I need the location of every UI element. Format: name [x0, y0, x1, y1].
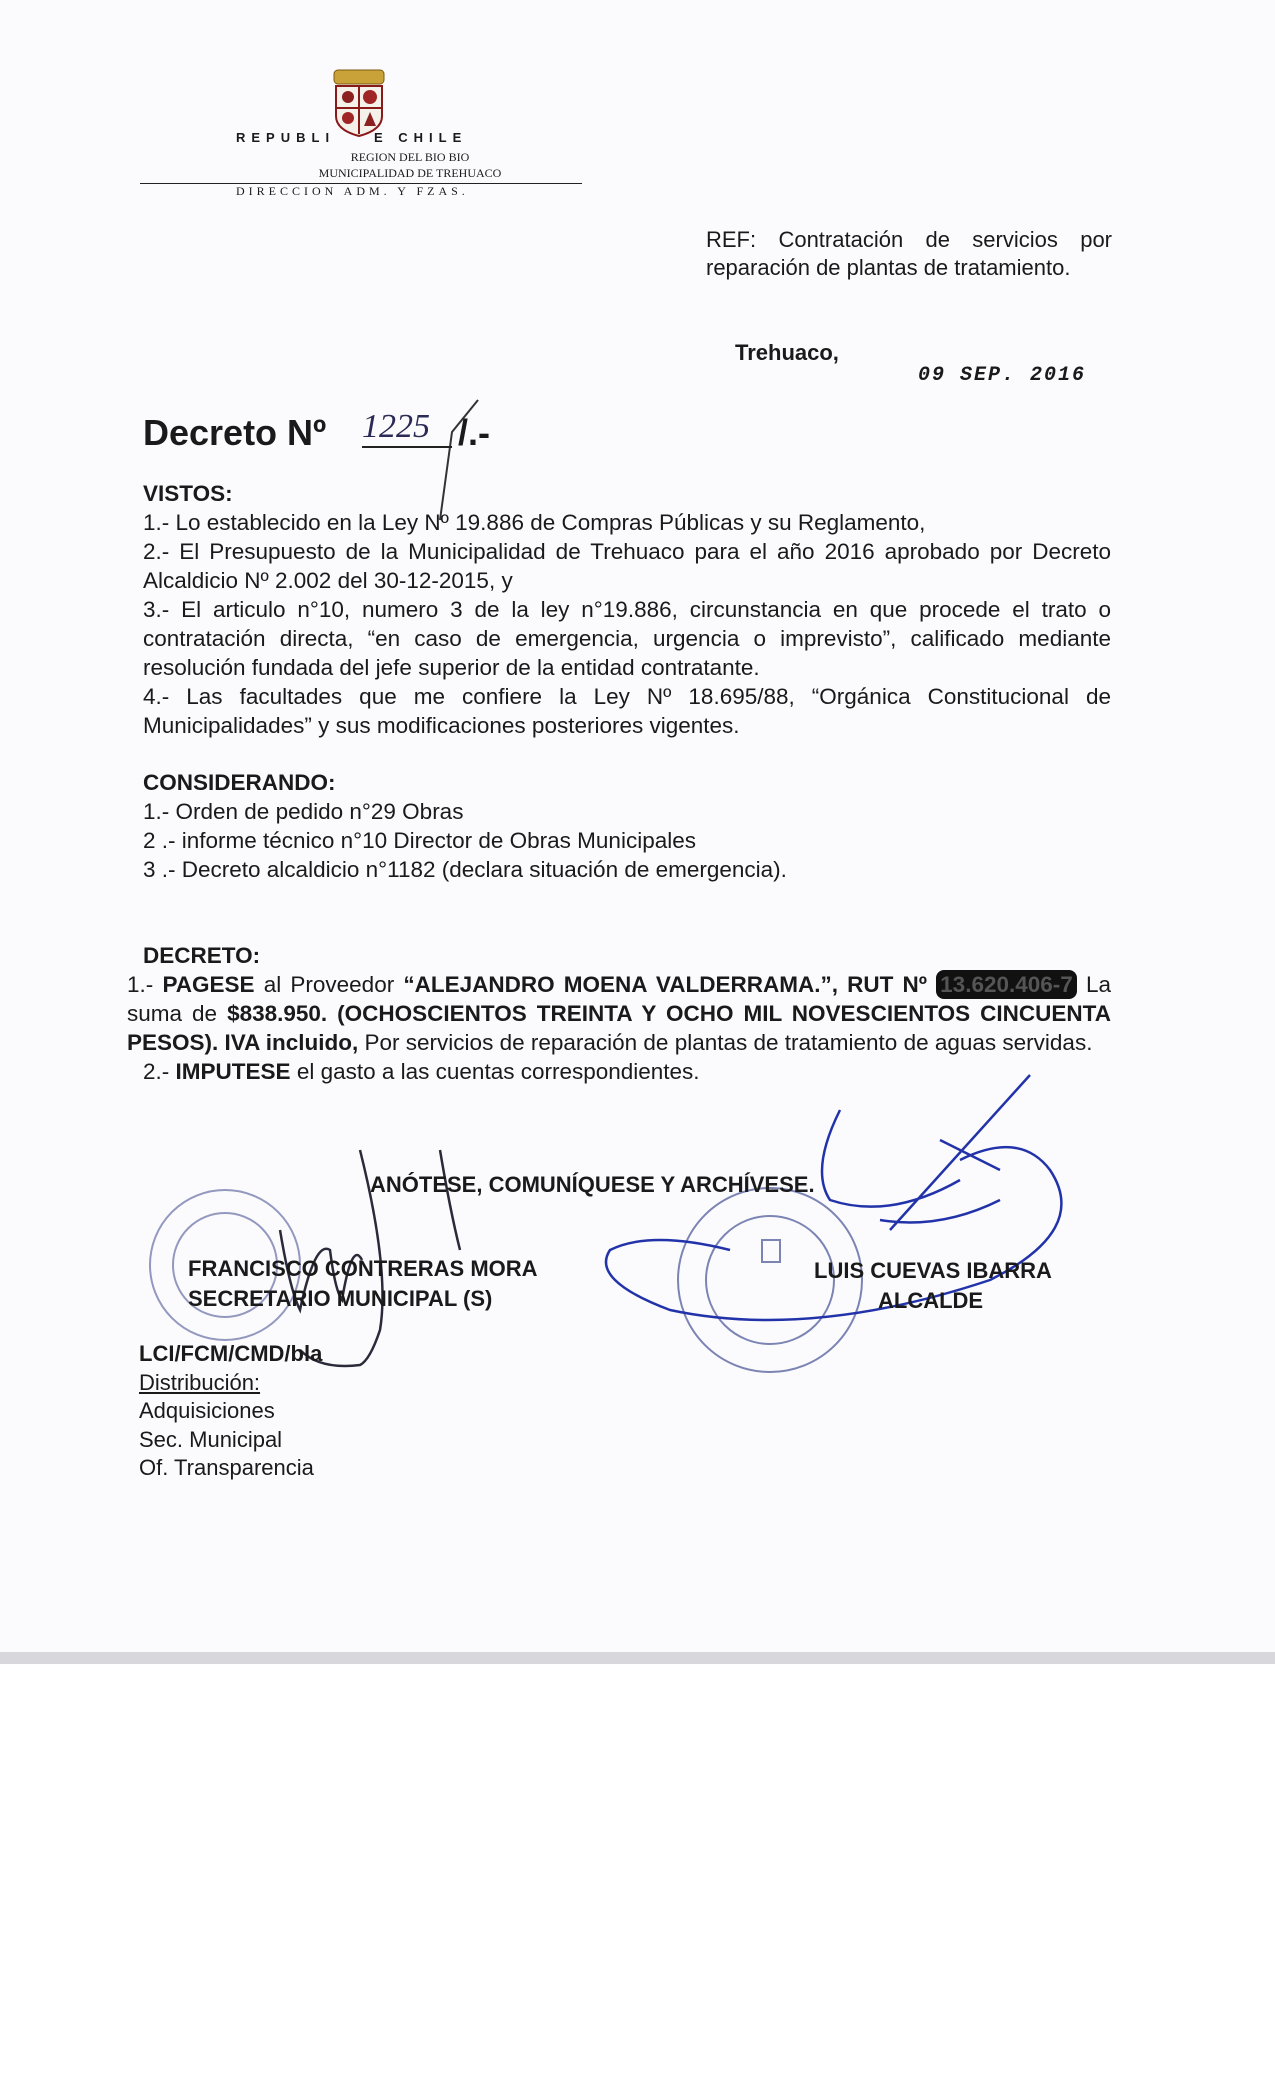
distribution-item: Sec. Municipal	[139, 1426, 283, 1452]
distribution-label: Distribución:	[139, 1369, 261, 1395]
decreto-item-1: 1.- PAGESE al Proveedor “ALEJANDRO MOENA VALDERRAMA.”, RUT Nº 13.620.406-7 La suma de $838.950. (OCHOSCIENTOS TREINTA Y OCHO MIL NOVESCIENTOS CINCUENTA PESOS). IVA incluido, Por servicios de reparación de plantas de tratamiento de aguas servidas.	[127, 972, 1111, 1055]
decree-suffix: /.-	[458, 412, 490, 453]
place: Trehuaco,	[735, 340, 839, 365]
redacted-rut: 13.620.406-7	[936, 970, 1077, 999]
verb: PAGESE	[162, 972, 255, 997]
secretary-role: SECRETARIO MUNICIPAL (S)	[188, 1286, 493, 1311]
secretary-name: FRANCISCO CONTRERAS MORA	[188, 1256, 538, 1281]
decreto-section	[127, 941, 1111, 1086]
mayor-name: LUIS CUEVAS IBARRA	[814, 1258, 1052, 1283]
crest-icon	[334, 70, 384, 136]
date-stamp: 09 SEP. 2016	[918, 364, 1087, 387]
decreto-item-2: 2.- IMPUTESE el gasto a las cuentas correspondientes.	[143, 1059, 700, 1084]
vistos-item: 1.- Lo establecido en la Ley Nº 19.886 de Compras Públicas y su Reglamento,	[143, 510, 926, 535]
amount: $838.950. (OCHOSCIENTOS TREINTA Y OCHO MIL NOVESCIENTOS CINCUENTA PESOS). IVA incluido,	[127, 1001, 1111, 1055]
decreto-heading: DECRETO:	[143, 943, 261, 968]
vistos-section	[143, 479, 1111, 740]
distribution-item: Adquisiciones	[139, 1398, 275, 1423]
considerando-item: 3 .- Decreto alcaldicio n°1182 (declara situación de emergencia).	[143, 857, 787, 882]
header-department: DIRECCION ADM. Y FZAS.	[236, 184, 469, 198]
header-country-right: E CHILE	[374, 130, 468, 145]
closing-formula: ANÓTESE, COMUNÍQUESE Y ARCHÍVESE.	[370, 1172, 815, 1197]
header-region: REGION DEL BIO BIO	[350, 150, 470, 164]
reference: REF: Contratación de servicios por reparación de plantas de tratamiento.	[706, 227, 1112, 280]
mayor-signatory	[814, 1256, 1052, 1316]
secretary-signatory	[188, 1254, 538, 1314]
considerando-section	[143, 768, 1111, 884]
vistos-item: 4.- Las facultades que me confiere la Ley Nº 18.695/88, “Orgánica Constitucional de Municipalidades” y sus modificaciones posteriores vigentes.	[143, 684, 1111, 738]
considerando-item: 1.- Orden de pedido n°29 Obras	[143, 799, 464, 824]
header-municipality: MUNICIPALIDAD DE TREHUACO	[318, 166, 502, 180]
vistos-heading: VISTOS:	[143, 481, 233, 506]
decree-title: Decreto Nº	[143, 412, 327, 453]
considerando-heading: CONSIDERANDO:	[143, 770, 336, 795]
vistos-item: 2.- El Presupuesto de la Municipalidad de Trehuaco para el año 2016 aprobado por Decreto Alcaldicio Nº 2.002 del 30-12-2015, y	[143, 539, 1111, 593]
mayor-role: ALCALDE	[878, 1288, 984, 1313]
decree-number: 1225	[362, 408, 452, 448]
considerando-item: 2 .- informe técnico n°10 Director de Obras Municipales	[143, 828, 696, 853]
header-country-left: REPUBLI	[236, 130, 336, 145]
distribution-item: Of. Transparencia	[139, 1455, 314, 1480]
vistos-item: 3.- El articulo n°10, numero 3 de la ley n°19.886, circunstancia en que procede el trato o contratación directa, “en caso de emergencia, urgencia o imprevisto”, calificado mediante resolución fundada del jefe superior de la entidad contratante.	[143, 597, 1111, 680]
provider: “ALEJANDRO MOENA VALDERRAMA.”, RUT Nº	[403, 972, 927, 997]
initials: LCI/FCM/CMD/bla	[139, 1341, 323, 1366]
footer	[139, 1340, 322, 1483]
